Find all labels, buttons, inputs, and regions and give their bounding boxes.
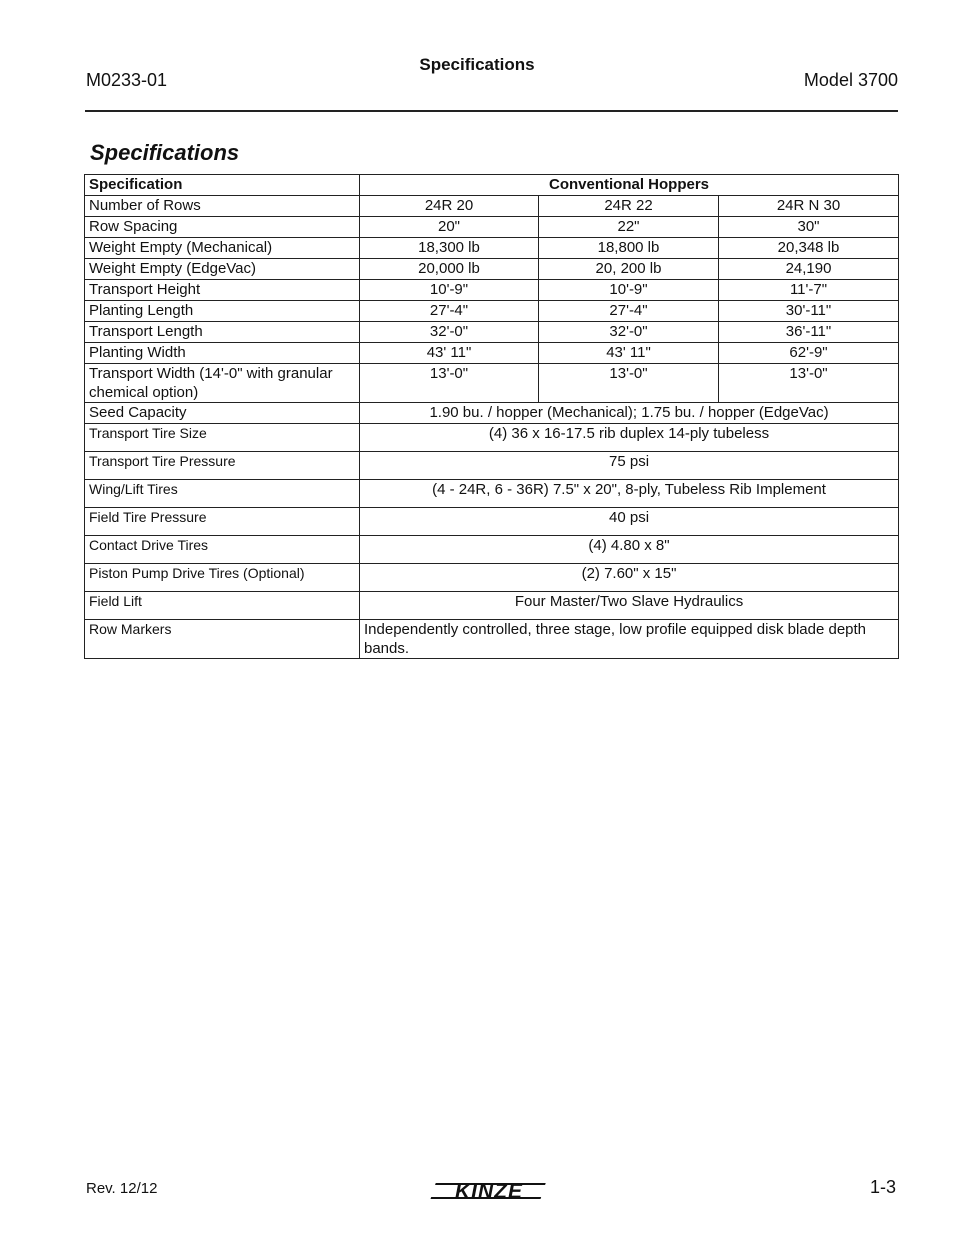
row-label: Transport Tire Pressure [85,452,360,480]
cell-value: (2) 7.60" x 15" [360,564,899,592]
column-header-conventional-hoppers: Conventional Hoppers [360,175,899,196]
doc-number: M0233-01 [86,70,168,90]
cell-value: 1.90 bu. / hopper (Mechanical); 1.75 bu. / hopper (EdgeVac) [360,403,899,424]
cell-value: 20,348 lb [719,238,899,259]
table-row [85,424,899,452]
logo-text: KINZE [455,1180,523,1203]
page-number: 1-3 [869,1177,896,1197]
table-row [85,322,899,343]
table-row [85,196,899,217]
table-row [85,280,899,301]
column-header-specification: Specification [85,175,360,196]
cell-value: 36'-11" [719,322,899,343]
cell-value: 27'-4" [539,301,719,322]
cell-value: 27'-4" [360,301,539,322]
row-label: Wing/Lift Tires [85,480,360,508]
cell-value: 40 psi [360,508,899,536]
cell-value: (4) 4.80 x 8" [360,536,899,564]
table-row [85,403,899,424]
row-label: Planting Length [85,301,360,322]
table-row [85,480,899,508]
cell-value: 24R 22 [539,196,719,217]
cell-value: 13'-0" [539,364,719,403]
page-title: Specifications [90,140,240,165]
cell-value: Four Master/Two Slave Hydraulics [360,592,899,620]
header-divider [85,110,898,112]
cell-value: 13'-0" [719,364,899,403]
row-label: Transport Length [85,322,360,343]
cell-value: 75 psi [360,452,899,480]
cell-value: 20,000 lb [360,259,539,280]
cell-value: 24,190 [719,259,899,280]
cell-value: 43' 11" [360,343,539,364]
row-label: Row Markers [85,620,360,659]
cell-value: 20" [360,217,539,238]
kinze-logo [428,1176,550,1206]
table-row [85,364,899,403]
model-name: Model 3700 [803,70,898,90]
cell-value: (4 - 24R, 6 - 36R) 7.5" x 20", 8-ply, Tubeless Rib Implement [360,480,899,508]
cell-value: 24R 20 [360,196,539,217]
revision-label: Rev. 12/12 [86,1180,158,1197]
cell-value: 11'-7" [719,280,899,301]
cell-value: 18,800 lb [539,238,719,259]
table-row [85,592,899,620]
row-label: Field Lift [85,592,360,620]
cell-value: 18,300 lb [360,238,539,259]
row-label: Piston Pump Drive Tires (Optional) [85,564,360,592]
table-row [85,536,899,564]
table-row [85,217,899,238]
row-label: Number of Rows [85,196,360,217]
cell-value: 62'-9" [719,343,899,364]
table-row [85,564,899,592]
cell-value: 32'-0" [360,322,539,343]
table-row [85,343,899,364]
section-title: Specifications [419,55,535,74]
row-label: Weight Empty (Mechanical) [85,238,360,259]
row-label: Contact Drive Tires [85,536,360,564]
cell-value: 24R N 30 [719,196,899,217]
row-label: Field Tire Pressure [85,508,360,536]
row-label: Weight Empty (EdgeVac) [85,259,360,280]
cell-value: 30'-11" [719,301,899,322]
row-label: Transport Height [85,280,360,301]
table-row [85,259,899,280]
table-row [85,452,899,480]
table-row [85,620,899,659]
cell-value: 10'-9" [539,280,719,301]
table-row [85,508,899,536]
row-label: Transport Tire Size [85,424,360,452]
row-label: Seed Capacity [85,403,360,424]
row-label: Planting Width [85,343,360,364]
cell-value: 13'-0" [360,364,539,403]
cell-value: Independently controlled, three stage, low profile equipped disk blade depth bands. [360,620,899,659]
cell-value: (4) 36 x 16-17.5 rib duplex 14-ply tubeless [360,424,899,452]
cell-value: 20, 200 lb [539,259,719,280]
specifications-table [84,174,899,659]
row-label: Row Spacing [85,217,360,238]
cell-value: 43' 11" [539,343,719,364]
cell-value: 32'-0" [539,322,719,343]
cell-value: 30" [719,217,899,238]
cell-value: 22" [539,217,719,238]
row-label: Transport Width (14'-0" with granular chemical option) [85,364,360,403]
table-row [85,238,899,259]
table-row [85,301,899,322]
table-header-row [85,175,899,196]
cell-value: 10'-9" [360,280,539,301]
